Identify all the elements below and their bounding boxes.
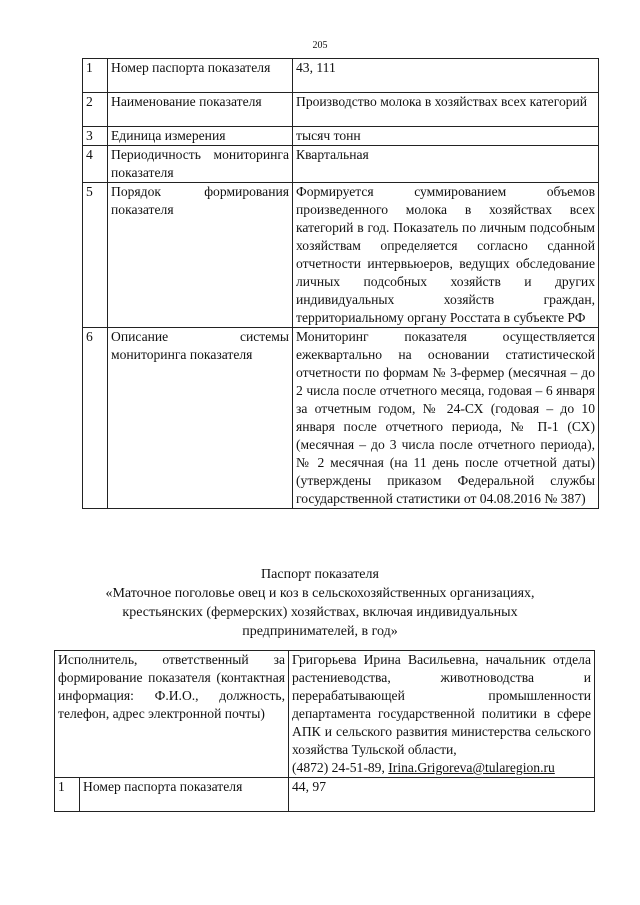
table-row — [83, 93, 599, 127]
row-label: Номер паспорта показателя — [108, 59, 293, 93]
section-title — [0, 565, 640, 641]
row-number: 2 — [83, 93, 108, 127]
row-number: 4 — [83, 146, 108, 183]
row-label: Порядок формирования показателя — [108, 183, 293, 328]
executor-email-link[interactable]: Irina.Grigoreva@tularegion.ru — [388, 760, 555, 775]
row-value: Квартальная — [293, 146, 599, 183]
row-label: Наименование показателя — [108, 93, 293, 127]
row-label: Единица измерения — [108, 127, 293, 146]
section-subtitle-line: крестьянских (фермерских) хозяйствах, включая индивидуальных — [122, 605, 518, 620]
row-value: 43, 111 — [293, 59, 599, 93]
table-row — [83, 59, 599, 93]
section-subtitle-line: «Маточное поголовье овец и коз в сельскохозяйственных организациях, — [105, 586, 535, 601]
indicator-passport-table — [82, 58, 599, 509]
executor-value — [289, 651, 595, 778]
page-number: 205 — [312, 40, 328, 51]
row-value: Формируется суммированием объемов произведенного молока в хозяйствах всех категорий в год. Показатель по личным подсобным хозяйствам определяется согласно сданной отчетности интервьюеров, ведущих обследование личных подсобных хозяйств и других индивидуальных хозяйств граждан, территориальному органу Росстата в субъекте РФ — [293, 183, 599, 328]
table-row — [55, 778, 595, 812]
executor-label: Исполнитель, ответственный за формирование показателя (контактная информация: Ф.И.О., должность, телефон, адрес электронной почты) — [55, 651, 289, 778]
table-row — [83, 183, 599, 328]
table-row — [83, 146, 599, 183]
row-label: Номер паспорта показателя — [80, 778, 289, 812]
row-label: Описание системы мониторинга показателя — [108, 328, 293, 509]
table-row — [83, 127, 599, 146]
table-row — [55, 651, 595, 778]
row-value: тысяч тонн — [293, 127, 599, 146]
row-value: Мониторинг показателя осуществляется ежеквартально на основании статистической отчетности по формам № 3-фермер (месячная – до 2 числа после отчетного месяца, годовая – 6 января за отчетным годом, № 24-СХ (годовая – до 10 января после отчетного периода, № П-1 (СХ) (месячная – до 3 числа после отчетного периода), № 2 месячная (на 11 день после отчетной даты) (утверждены приказом Федеральной службы государственной статистики от 04.08.2016 № 387) — [293, 328, 599, 509]
row-value: 44, 97 — [289, 778, 595, 812]
row-number: 1 — [55, 778, 80, 812]
table-row — [83, 328, 599, 509]
row-value: Производство молока в хозяйствах всех категорий — [293, 93, 599, 127]
row-number: 1 — [83, 59, 108, 93]
row-number: 6 — [83, 328, 108, 509]
section-heading: Паспорт показателя — [261, 567, 379, 582]
executor-details: Григорьева Ирина Васильевна, начальник отдела растениеводства, животноводства и перерабатывающей промышленности департамента государственной политики в сфере АПК и сельского развития министерства сельского хозяйства Тульской области, — [292, 652, 591, 757]
executor-table — [54, 650, 595, 812]
row-number: 3 — [83, 127, 108, 146]
row-label: Периодичность мониторинга показателя — [108, 146, 293, 183]
section-subtitle-line: предпринимателей, в год» — [242, 624, 398, 639]
executor-phone: (4872) 24-51-89, — [292, 760, 385, 775]
row-number: 5 — [83, 183, 108, 328]
